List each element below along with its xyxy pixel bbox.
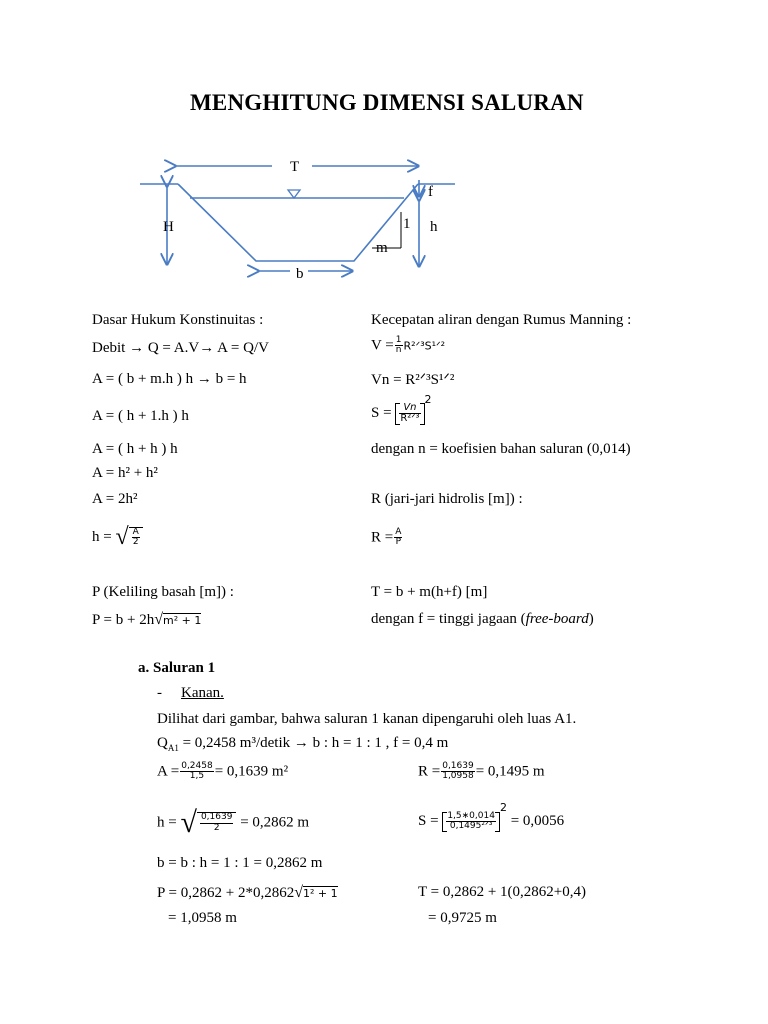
page-title: MENGHITUNG DIMENSI SALURAN bbox=[190, 90, 584, 115]
label-f: f bbox=[428, 184, 433, 200]
section-description: Dilihat dari gambar, bahwa saluran 1 kanan dipengaruhi oleh luas A1. bbox=[157, 711, 577, 727]
formula-area-step2: A = ( h + h ) h bbox=[92, 441, 178, 457]
label-m: m bbox=[376, 240, 388, 256]
calc-slope: S = $\frac{1,5∗0,014}{\text{0,1495²ᐟ³}}$ $^2$ = 0,0056 bbox=[418, 801, 565, 832]
formula-area-step4: A = 2h² bbox=[92, 491, 138, 507]
manning-heading: Kecepatan aliran dengan Rumus Manning : bbox=[371, 312, 632, 328]
manning-n-note: dengan n = koefisien bahan saluran (0,014) bbox=[371, 441, 631, 457]
formula-h-sqrt: h = √ $\frac{A}{2}$ bbox=[92, 524, 143, 551]
calc-area: A = $\frac{0,2458}{1,5}$ = 0,1639 m² bbox=[157, 761, 289, 782]
continuity-heading: Dasar Hukum Konstinuitas : bbox=[92, 312, 264, 328]
formula-debit: Debit → Q = A.V→ A = Q/V bbox=[92, 340, 269, 356]
calc-perimeter-result: = 1,0958 m bbox=[168, 910, 237, 926]
formula-velocity: V = $\frac{1}{n}$ R²ᐟ³S¹ᐟ² bbox=[371, 335, 446, 356]
label-h: h bbox=[430, 219, 438, 235]
hydraulic-radius-heading: R (jari-jari hidrolis [m]) : bbox=[371, 491, 523, 507]
calc-top-width-result: = 0,9725 m bbox=[428, 910, 497, 926]
label-1: 1 bbox=[403, 216, 411, 232]
freeboard-note: dengan f = tinggi jagaan (free-board) bbox=[371, 611, 594, 627]
list-dash: - bbox=[157, 685, 162, 701]
label-b: b bbox=[296, 266, 304, 282]
formula-area-general: A = ( b + m.h ) h → b = h bbox=[92, 371, 247, 387]
wetted-perimeter-heading: P (Keliling basah [m]) : bbox=[92, 584, 234, 600]
calc-b: b = b : h = 1 : 1 = 0,2862 m bbox=[157, 855, 323, 871]
formula-hydraulic-radius: R = $\frac{A}{P}$ bbox=[371, 527, 402, 548]
formula-slope: S = $\frac{Vn}{\text{R²ᐟ³}}$ $^2$ bbox=[371, 393, 432, 425]
formula-top-width: T = b + m(h+f) [m] bbox=[371, 584, 488, 600]
calc-perimeter: P = 0,2862 + 2*0,2862√1² + 1 bbox=[157, 884, 338, 901]
section-heading-saluran-1: a. Saluran 1 bbox=[138, 660, 216, 676]
formula-area-step1: A = ( h + 1.h ) h bbox=[92, 408, 189, 424]
calc-hydraulic-radius: R = $\frac{0,1639}{1,0958}$ = 0,1495 m bbox=[418, 761, 545, 782]
formula-vn: Vn = R²ᐟ³S¹ᐟ² bbox=[371, 372, 455, 388]
label-T: T bbox=[290, 159, 300, 175]
water-level-symbol bbox=[288, 190, 300, 198]
calc-h: h = √ $\frac{0,1639}{2}$ = 0,2862 m bbox=[157, 806, 310, 839]
formula-perimeter: P = b + 2h√m² + 1 bbox=[92, 611, 202, 628]
discharge-line: $Q_{A1} = 0,2458$ m³/detik → b : h = 1 : 1 , f = 0,4 m bbox=[157, 735, 449, 753]
calc-top-width: T = 0,2862 + 1(0,2862+0,4) bbox=[418, 884, 587, 900]
label-H: H bbox=[163, 219, 174, 235]
formula-area-step3: A = h² + h² bbox=[92, 465, 158, 481]
subsection-kanan: Kanan. bbox=[181, 685, 224, 701]
